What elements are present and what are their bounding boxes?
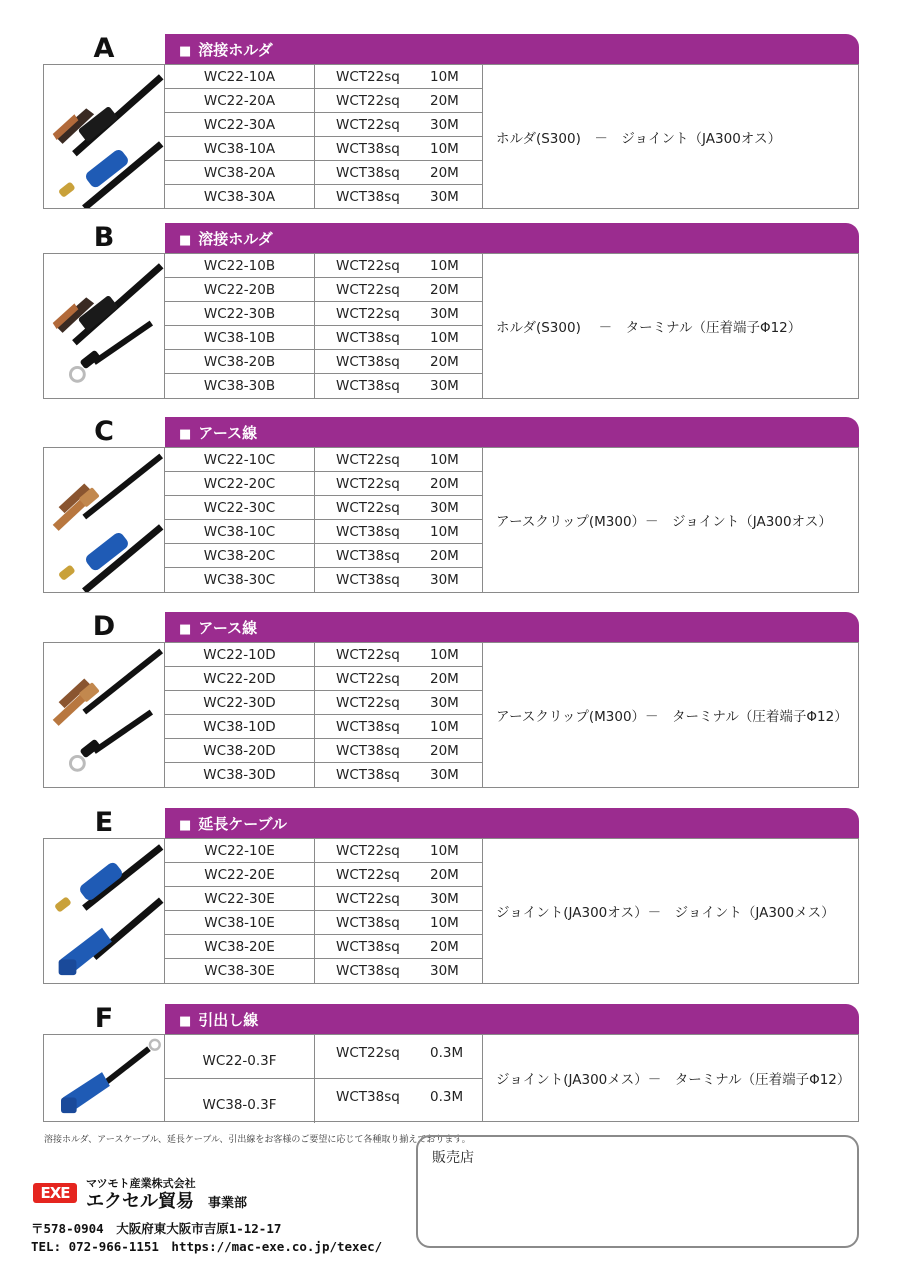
model-code: WC38-30D — [165, 763, 315, 787]
square-icon: ■ — [179, 427, 192, 442]
square-icon: ■ — [179, 1014, 192, 1029]
earth-clip-terminal-cable-illustration — [44, 643, 164, 787]
table-row — [165, 254, 482, 278]
cable-size: WCT38sq — [336, 743, 400, 759]
model-code: WC22-0.3F — [165, 1035, 315, 1078]
cable-length: 20M — [430, 939, 459, 955]
product-description: ホルダ(S300) － ターミナル（圧着端子Φ12） — [496, 320, 802, 336]
cable-size: WCT22sq — [336, 282, 400, 298]
model-code: WC38-30A — [165, 185, 315, 209]
product-photo — [44, 65, 165, 208]
table-row — [165, 89, 482, 113]
cable-length: 20M — [430, 548, 459, 564]
column-divider — [482, 254, 483, 398]
section-letter: E — [94, 807, 114, 838]
cable-length: 30M — [430, 189, 459, 205]
model-code: WC22-10B — [165, 254, 315, 277]
cable-size: WCT22sq — [336, 647, 400, 663]
table-row — [165, 1079, 482, 1123]
category-label: 溶接ホルダ — [198, 230, 273, 248]
cable-size: WCT38sq — [336, 963, 400, 979]
table-row — [165, 715, 482, 739]
cable-length: 20M — [430, 671, 459, 687]
cable-size: WCT22sq — [336, 671, 400, 687]
model-code: WC38-20C — [165, 544, 315, 567]
cable-length: 30M — [430, 891, 459, 907]
model-code: WC22-20B — [165, 278, 315, 301]
column-divider — [482, 839, 483, 983]
table-row — [165, 302, 482, 326]
section-letter: B — [93, 222, 115, 253]
cable-size: WCT38sq — [336, 141, 400, 157]
category-label: アース線 — [198, 619, 258, 637]
cable-size: WCT22sq — [336, 69, 400, 85]
cable-size: WCT38sq — [336, 572, 400, 588]
cable-size: WCT38sq — [336, 939, 400, 955]
column-divider — [482, 65, 483, 208]
table-row — [165, 496, 482, 520]
table-row — [165, 544, 482, 568]
cable-length: 10M — [430, 524, 459, 540]
table-row — [165, 278, 482, 302]
table-row — [165, 326, 482, 350]
cable-length: 20M — [430, 743, 459, 759]
model-code: WC22-10D — [165, 643, 315, 666]
category-banner — [165, 1004, 859, 1034]
model-code: WC38-20B — [165, 350, 315, 373]
column-divider — [482, 643, 483, 787]
product-photo — [44, 448, 165, 592]
cable-length: 20M — [430, 93, 459, 109]
extension-cable-illustration — [44, 839, 164, 983]
product-table — [43, 838, 859, 984]
cable-length: 0.3M — [430, 1045, 464, 1061]
model-code: WC38-20D — [165, 739, 315, 762]
dealer-label: 販売店 — [432, 1150, 474, 1166]
model-code: WC38-20A — [165, 161, 315, 184]
cable-size: WCT22sq — [336, 93, 400, 109]
product-description: アースクリップ(M300）－ ジョイント（JA300オス） — [496, 514, 832, 530]
table-row — [165, 911, 482, 935]
table-row — [165, 887, 482, 911]
category-label: 延長ケーブル — [198, 815, 287, 833]
cable-length: 20M — [430, 165, 459, 181]
model-code: WC38-30B — [165, 374, 315, 398]
holder-terminal-cable-illustration — [44, 254, 164, 398]
table-row — [165, 185, 482, 209]
category-banner — [165, 612, 859, 642]
model-code: WC38-0.3F — [165, 1079, 315, 1123]
cable-length: 20M — [430, 282, 459, 298]
dealer-box — [416, 1135, 859, 1248]
table-row — [165, 739, 482, 763]
cable-length: 10M — [430, 843, 459, 859]
square-icon: ■ — [179, 818, 192, 833]
model-code: WC22-10C — [165, 448, 315, 471]
model-code: WC22-30A — [165, 113, 315, 136]
product-table — [43, 1034, 859, 1122]
table-row — [165, 350, 482, 374]
table-row — [165, 863, 482, 887]
table-row — [165, 113, 482, 137]
model-code: WC22-30D — [165, 691, 315, 714]
product-photo — [44, 643, 165, 787]
cable-length: 10M — [430, 915, 459, 931]
cable-length: 0.3M — [430, 1089, 464, 1105]
product-description: ホルダ(S300) － ジョイント（JA300オス） — [496, 130, 782, 147]
cable-size: WCT38sq — [336, 767, 400, 783]
model-code: WC38-10C — [165, 520, 315, 543]
model-code: WC38-20E — [165, 935, 315, 958]
model-code: WC22-10E — [165, 839, 315, 862]
cable-length: 30M — [430, 695, 459, 711]
company-logo: EXE — [33, 1183, 77, 1203]
column-divider — [482, 1035, 483, 1121]
cable-length: 20M — [430, 476, 459, 492]
company-address: 〒578-0904 大阪府東大阪市吉原1-12-17 — [31, 1221, 282, 1236]
product-table — [43, 253, 859, 399]
product-description: ジョイント(JA300メス）－ ターミナル（圧着端子Φ12） — [496, 1072, 851, 1088]
table-row — [165, 137, 482, 161]
product-table — [43, 64, 859, 209]
square-icon: ■ — [179, 233, 192, 248]
square-icon: ■ — [179, 44, 192, 59]
table-row — [165, 643, 482, 667]
model-code: WC22-30C — [165, 496, 315, 519]
cable-size: WCT22sq — [336, 476, 400, 492]
model-code: WC22-20A — [165, 89, 315, 112]
cable-length: 10M — [430, 452, 459, 468]
cable-size: WCT38sq — [336, 378, 400, 394]
section-letter: A — [93, 33, 115, 64]
company-division: 事業部 — [208, 1196, 248, 1211]
model-code: WC22-20E — [165, 863, 315, 886]
cable-length: 20M — [430, 354, 459, 370]
square-icon: ■ — [179, 622, 192, 637]
cable-length: 30M — [430, 963, 459, 979]
table-row — [165, 65, 482, 89]
cable-size: WCT38sq — [336, 915, 400, 931]
cable-length: 30M — [430, 572, 459, 588]
model-code: WC38-30C — [165, 568, 315, 592]
cable-length: 10M — [430, 258, 459, 274]
cable-size: WCT22sq — [336, 867, 400, 883]
company-contact: TEL: 072-966-1151 https://mac-exe.co.jp/texec/ — [31, 1239, 383, 1254]
category-banner — [165, 34, 859, 64]
product-description: アースクリップ(M300）－ ターミナル（圧着端子Φ12） — [496, 709, 848, 725]
table-row — [165, 959, 482, 983]
table-row — [165, 691, 482, 715]
cable-size: WCT22sq — [336, 843, 400, 859]
cable-size: WCT38sq — [336, 189, 400, 205]
section-letter: D — [92, 611, 116, 642]
table-row — [165, 1035, 482, 1079]
table-row — [165, 520, 482, 544]
model-code: WC38-30E — [165, 959, 315, 983]
model-code: WC38-10D — [165, 715, 315, 738]
product-photo — [44, 254, 165, 398]
cable-size: WCT38sq — [336, 1089, 400, 1105]
cable-size: WCT38sq — [336, 165, 400, 181]
cable-size: WCT22sq — [336, 258, 400, 274]
table-row — [165, 448, 482, 472]
cable-size: WCT38sq — [336, 354, 400, 370]
table-row — [165, 568, 482, 592]
cable-length: 10M — [430, 647, 459, 663]
footer-note: 溶接ホルダ、アースケーブル、延長ケーブル、引出線をお客様のご要望に応じて各種取り揃えております。 — [44, 1135, 471, 1145]
column-divider — [482, 448, 483, 592]
product-table — [43, 447, 859, 593]
cable-length: 10M — [430, 330, 459, 346]
cable-size: WCT22sq — [336, 500, 400, 516]
cable-length: 30M — [430, 378, 459, 394]
cable-length: 30M — [430, 306, 459, 322]
company-name: エクセル貿易 — [86, 1191, 194, 1212]
product-description: ジョイント(JA300オス）－ ジョイント（JA300メス） — [496, 905, 835, 921]
cable-size: WCT38sq — [336, 548, 400, 564]
cable-length: 10M — [430, 719, 459, 735]
model-code: WC38-10A — [165, 137, 315, 160]
cable-size: WCT22sq — [336, 117, 400, 133]
category-label: 引出し線 — [198, 1011, 259, 1029]
cable-length: 20M — [430, 867, 459, 883]
model-code: WC22-20C — [165, 472, 315, 495]
model-code: WC38-10B — [165, 326, 315, 349]
holder-joint-cable-illustration — [44, 65, 164, 208]
cable-size: WCT22sq — [336, 695, 400, 711]
product-table — [43, 642, 859, 788]
model-code: WC22-30B — [165, 302, 315, 325]
cable-size: WCT38sq — [336, 330, 400, 346]
category-banner — [165, 223, 859, 253]
table-row — [165, 374, 482, 398]
cable-size: WCT22sq — [336, 1045, 400, 1061]
cable-length: 10M — [430, 69, 459, 85]
cable-length: 30M — [430, 500, 459, 516]
company-parent-name: マツモト産業株式会社 — [86, 1177, 196, 1190]
section-letter: F — [94, 1003, 114, 1034]
cable-length: 10M — [430, 141, 459, 157]
cable-size: WCT38sq — [336, 524, 400, 540]
cable-length: 30M — [430, 767, 459, 783]
category-banner — [165, 417, 859, 447]
category-label: 溶接ホルダ — [198, 41, 273, 59]
earth-clip-joint-cable-illustration — [44, 448, 164, 592]
lead-cable-illustration — [44, 1035, 164, 1121]
product-photo — [44, 839, 165, 983]
table-row — [165, 472, 482, 496]
table-row — [165, 667, 482, 691]
category-banner — [165, 808, 859, 838]
cable-size: WCT22sq — [336, 891, 400, 907]
table-row — [165, 839, 482, 863]
cable-size: WCT22sq — [336, 306, 400, 322]
cable-length: 30M — [430, 117, 459, 133]
table-row — [165, 935, 482, 959]
cable-size: WCT38sq — [336, 719, 400, 735]
cable-size: WCT22sq — [336, 452, 400, 468]
model-code: WC22-10A — [165, 65, 315, 88]
model-code: WC38-10E — [165, 911, 315, 934]
table-row — [165, 763, 482, 787]
model-code: WC22-20D — [165, 667, 315, 690]
table-row — [165, 161, 482, 185]
category-label: アース線 — [198, 424, 258, 442]
section-letter: C — [94, 416, 114, 447]
product-photo — [44, 1035, 165, 1121]
model-code: WC22-30E — [165, 887, 315, 910]
